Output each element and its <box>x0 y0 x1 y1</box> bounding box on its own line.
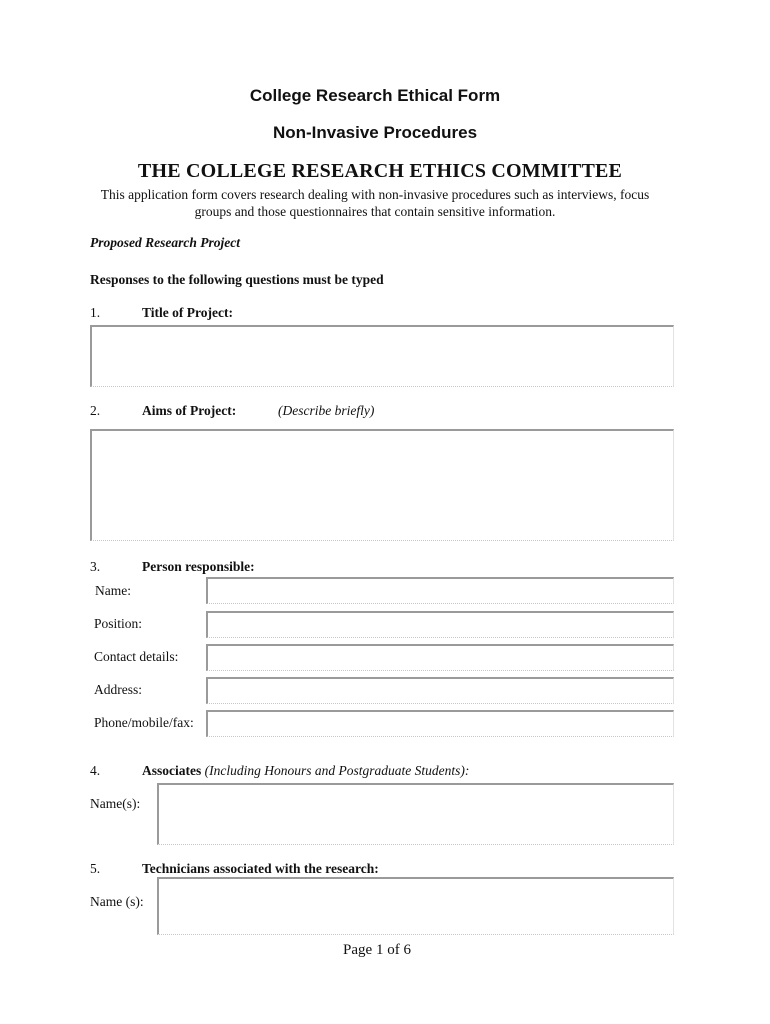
position-label: Position: <box>94 616 143 631</box>
name-label: Name: <box>95 583 131 598</box>
q4-label: Associates <box>142 763 202 778</box>
title-of-project-field[interactable] <box>90 325 674 387</box>
q2-label: Aims of Project: <box>142 403 237 418</box>
q5-label: Technicians associated with the research: <box>142 861 379 876</box>
q2-number: 2. <box>90 403 101 418</box>
q3-number: 3. <box>90 559 101 574</box>
technicians-name-label: Name (s): <box>90 894 144 909</box>
name-field[interactable] <box>206 577 674 604</box>
associates-name-label: Name(s): <box>90 796 141 811</box>
intro-line-1: This application form covers research dealing with non-invasive procedures such as interviews, focus <box>100 187 650 202</box>
contact-details-label: Contact details: <box>94 649 179 664</box>
associates-name-field[interactable] <box>157 783 674 845</box>
technicians-name-field[interactable] <box>157 877 674 935</box>
intro-line-2: groups and those questionnaires that contain sensitive information. <box>194 204 556 219</box>
q2-hint: (Describe briefly) <box>278 403 375 418</box>
committee-heading: THE COLLEGE RESEARCH ETHICS COMMITTEE <box>137 160 623 182</box>
address-field[interactable] <box>206 677 674 704</box>
address-label: Address: <box>94 682 142 697</box>
intro-paragraph <box>85 186 665 220</box>
q1-label: Title of Project: <box>142 305 233 320</box>
phone-label: Phone/mobile/fax: <box>94 715 194 730</box>
phone-field[interactable] <box>206 710 674 737</box>
position-field[interactable] <box>206 611 674 638</box>
form-subtitle: Non-Invasive Procedures <box>272 123 478 142</box>
form-title: College Research Ethical Form <box>249 86 501 105</box>
q3-label: Person responsible: <box>142 559 255 574</box>
q5-number: 5. <box>90 861 101 876</box>
section-heading: Proposed Research Project <box>90 235 240 250</box>
q1-number: 1. <box>90 305 101 320</box>
q4-hint: (Including Honours and Postgraduate Students): <box>204 763 470 778</box>
instruction-text: Responses to the following questions must be typed <box>90 272 384 287</box>
q4-heading <box>142 763 469 779</box>
q4-number: 4. <box>90 763 101 778</box>
page-number: Page 1 of 6 <box>343 942 411 958</box>
contact-details-field[interactable] <box>206 644 674 671</box>
aims-of-project-field[interactable] <box>90 429 674 541</box>
